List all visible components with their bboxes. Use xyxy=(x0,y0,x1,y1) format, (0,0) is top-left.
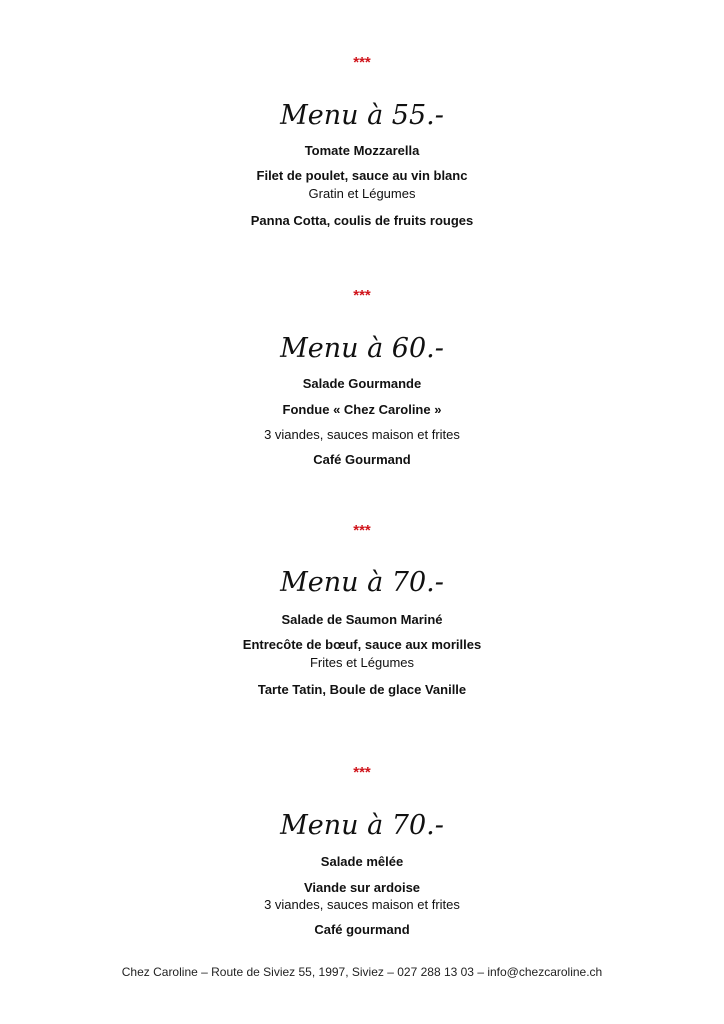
menu-item: Café gourmand xyxy=(314,922,410,937)
menu-item: Entrecôte de bœuf, sauce aux morilles xyxy=(242,637,482,652)
menu-item: Filet de poulet, sauce au vin blanc xyxy=(256,168,468,183)
menu-item-detail: Gratin et Légumes xyxy=(308,186,416,201)
separator-stars: *** xyxy=(353,764,371,781)
menu-item: Fondue « Chez Caroline » xyxy=(282,402,442,417)
menu-item: Salade Gourmande xyxy=(302,376,422,391)
menu-title: Menu à 55.- xyxy=(280,100,444,131)
separator-stars: *** xyxy=(353,287,371,304)
menu-title: Menu à 60.- xyxy=(280,333,444,364)
menu-item: Salade de Saumon Mariné xyxy=(281,612,443,627)
separator-stars: *** xyxy=(353,522,371,539)
menu-title: Menu à 70.- xyxy=(280,810,444,841)
menu-item: Tomate Mozzarella xyxy=(304,143,420,158)
footer-contact: Chez Caroline – Route de Siviez 55, 1997, Siviez – 027 288 13 03 – info@chezcaroline.ch xyxy=(121,965,603,979)
menu-item-detail: 3 viandes, sauces maison et frites xyxy=(264,897,460,912)
menu-item: Tarte Tatin, Boule de glace Vanille xyxy=(257,682,467,697)
menu-item: Café Gourmand xyxy=(313,452,411,467)
menu-item: Panna Cotta, coulis de fruits rouges xyxy=(250,213,474,228)
menu-item: Salade mêlée xyxy=(320,854,404,869)
menu-title: Menu à 70.- xyxy=(280,567,444,598)
menu-item-detail: 3 viandes, sauces maison et frites xyxy=(264,427,460,442)
menu-item-detail: Frites et Légumes xyxy=(309,655,415,670)
separator-stars: *** xyxy=(353,54,371,71)
menu-item: Viande sur ardoise xyxy=(303,880,421,895)
